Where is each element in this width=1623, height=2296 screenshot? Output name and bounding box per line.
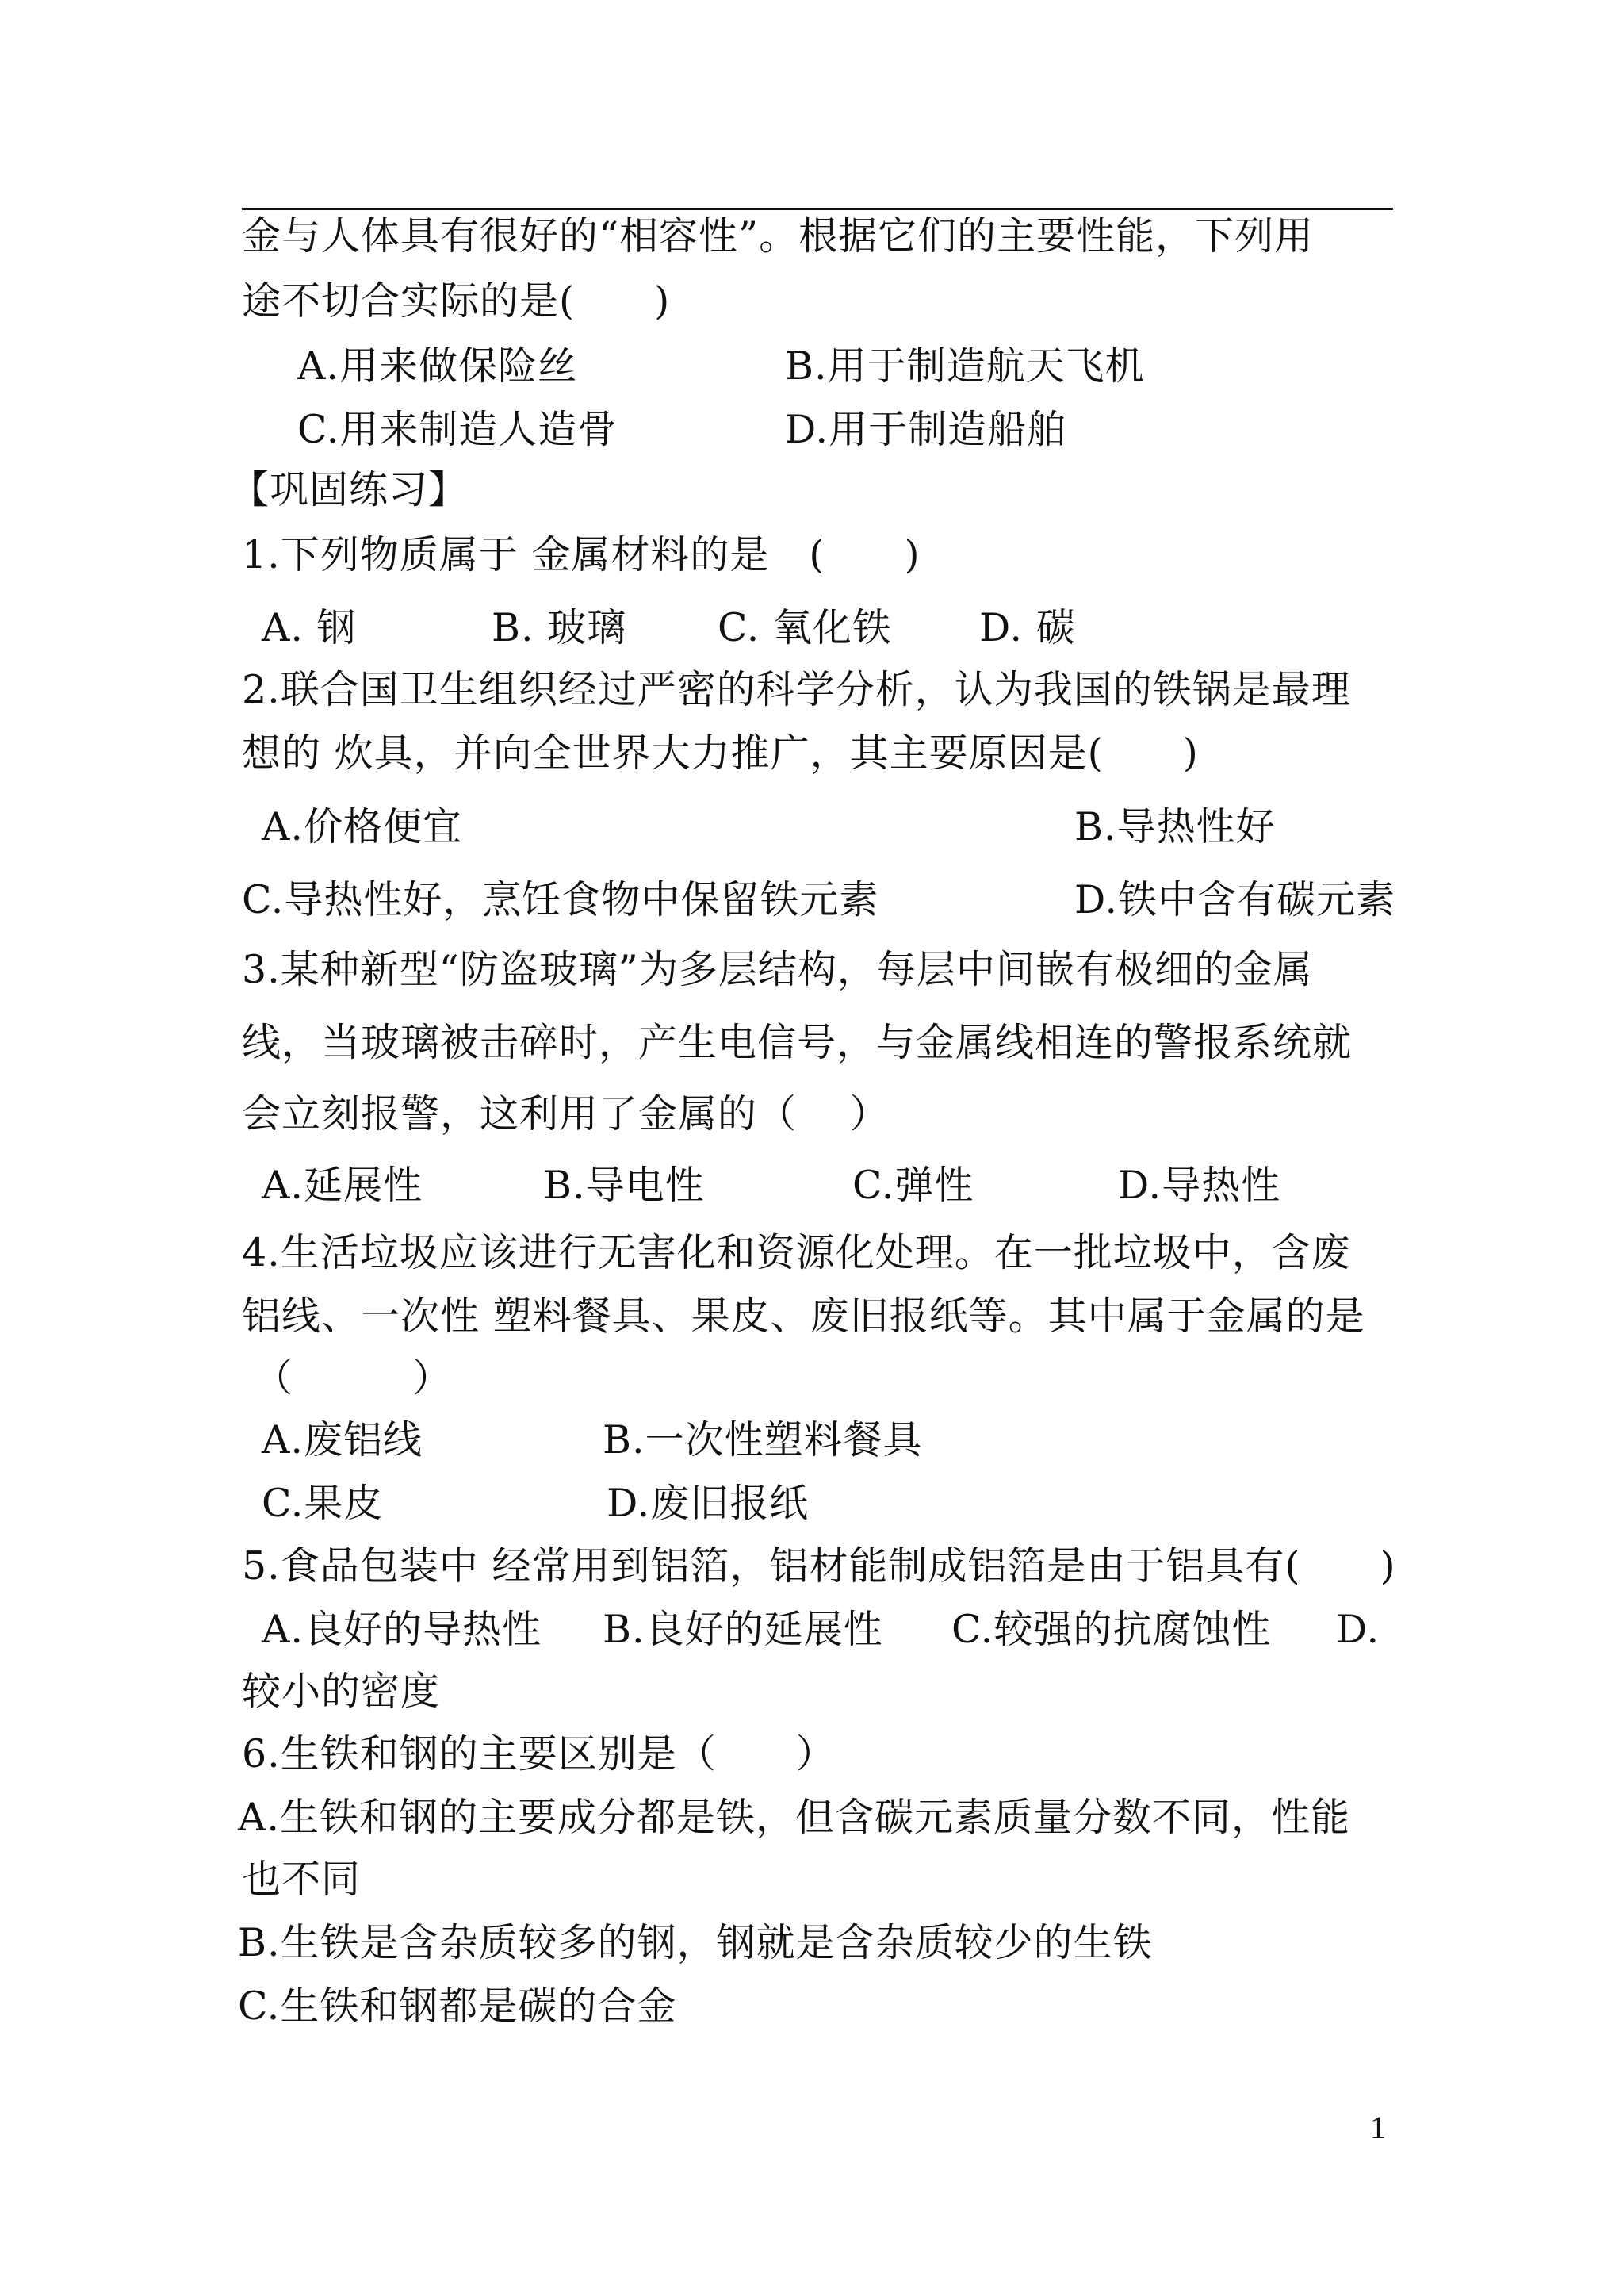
page-number: 1 [1370,2110,1386,2145]
q2-line-1: 2.联合国卫生组织经过严密的科学分析，认为我国的铁锅是最理 [242,667,1351,712]
intro-line-1: 金与人体具有很好的“相容性”。根据它们的主要性能，下列用 [242,213,1315,259]
q4-option-c: C.果皮 [262,1481,384,1526]
q2-option-a: A.价格便宜 [262,804,462,849]
q5-option-d: D. [1336,1607,1380,1652]
intro-option-a: A.用来做保险丝 [297,343,577,389]
intro-option-c: C.用来制造人造骨 [297,407,618,452]
q4-option-b: B.一次性塑料餐具 [603,1417,923,1462]
q1-stem: 1.下列物质属于 金属材料的是 ( ) [242,532,921,577]
q3-line-1: 3.某种新型“防盗玻璃”为多层结构，每层中间嵌有极细的金属 [242,947,1313,992]
q2-line-2: 想的 炊具，并向全世界大力推广，其主要原因是( ) [242,730,1199,776]
q6-option-a-line-1: A.生铁和钢的主要成分都是铁，但含碳元素质量分数不同，性能 [238,1795,1350,1840]
q5-option-b: B.良好的延展性 [603,1607,883,1652]
q3-option-b: B.导电性 [543,1163,705,1208]
q4-line-1: 4.生活垃圾应该进行无害化和资源化处理。在一批垃圾中，含废 [242,1230,1351,1275]
intro-option-b: B.用于制造航天飞机 [785,343,1145,389]
intro-line-2: 途不切合实际的是( ) [242,278,671,324]
q2-option-d: D.铁中含有碳元素 [1074,877,1396,922]
section-heading: 【巩固练习】 [230,467,469,512]
q5-stem: 5.食品包装中 经常用到铝箔，铝材能制成铝箔是由于铝具有( ) [242,1543,1396,1589]
q5-option-a: A.良好的导热性 [262,1607,542,1652]
q4-option-a: A.废铝线 [262,1417,423,1462]
q1-option-a: A. 钢 [262,605,357,650]
q4-line-3: （ ） [254,1355,453,1401]
q3-option-c: C.弹性 [852,1163,974,1208]
q2-option-c: C.导热性好，烹饪食物中保留铁元素 [242,877,879,922]
top-rule [242,208,1393,210]
q3-option-d: D.导热性 [1118,1163,1281,1208]
q4-option-d: D.废旧报纸 [607,1481,810,1526]
intro-option-d: D.用于制造船舶 [785,407,1067,452]
q5-option-c: C.较强的抗腐蚀性 [951,1607,1272,1652]
q1-option-c: C. 氧化铁 [718,605,892,650]
q6-option-a-line-2: 也不同 [242,1857,362,1902]
q1-option-d: D. 碳 [979,605,1076,650]
q6-option-c: C.生铁和钢都是碳的合金 [238,1984,677,2029]
q6-option-b: B.生铁是含杂质较多的钢，钢就是含杂质较少的生铁 [238,1920,1153,1965]
q6-stem: 6.生铁和钢的主要区别是（ ） [242,1731,836,1777]
q1-option-b: B. 玻璃 [492,605,627,650]
q3-line-3: 会立刻报警，这利用了金属的（ ） [242,1091,890,1137]
q3-line-2: 线，当玻璃被击碎时，产生电信号，与金属线相连的警报系统就 [242,1020,1353,1065]
q2-option-b: B.导热性好 [1074,804,1276,849]
q3-option-a: A.延展性 [262,1163,423,1208]
q4-line-2: 铝线、一次性 塑料餐具、果皮、废旧报纸等。其中属于金属的是 [242,1294,1365,1339]
q5-option-d-continued: 较小的密度 [242,1669,441,1714]
